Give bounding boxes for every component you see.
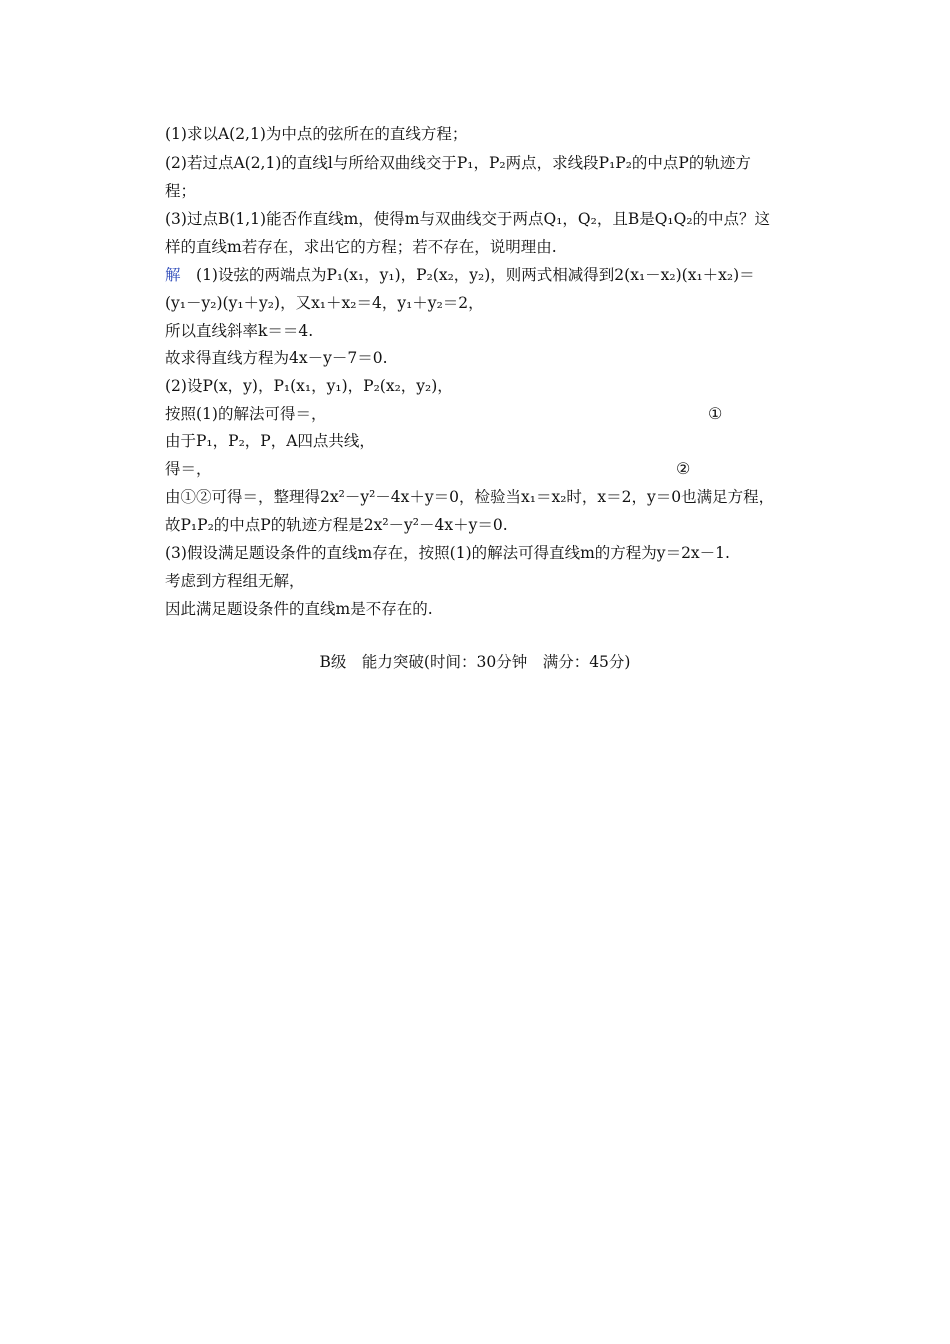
solution-label: 解 — [165, 266, 181, 284]
equation-mark-2: ② — [676, 459, 691, 478]
problem-q2-line1: (2)若过点A(2,1)的直线l与所给双曲线交于P₁，P₂两点，求线段P₁P₂的中点P的轨迹方 — [165, 154, 751, 172]
problem-q3-line2: 样的直线m若存在，求出它的方程；若不存在，说明理由. — [165, 238, 557, 256]
solution-part1-text: (1)设弦的两端点为P₁(x₁，y₁)，P₂(x₂，y₂)，则两式相减得到2(x₁－x₂)(x₁＋x₂)＝ — [180, 266, 755, 284]
problem-q2-line2: 程； — [165, 182, 197, 200]
solution-part3-line1: (3)假设满足题设条件的直线m存在，按照(1)的解法可得直线m的方程为y＝2x－1. — [165, 544, 730, 562]
solution-part2-line5: 由①②可得＝，整理得2x²－y²－4x＋y＝0，检验当x₁＝x₂时，x＝2，y＝0也满足方程， — [165, 488, 775, 506]
problem-q1: (1)求以A(2,1)为中点的弦所在的直线方程； — [165, 125, 468, 143]
solution-part2-line6: 故P₁P₂的中点P的轨迹方程是2x²－y²－4x＋y＝0. — [165, 516, 508, 534]
solution-part3-line2: 考虑到方程组无解， — [165, 572, 305, 590]
solution-part1-line1 — [165, 265, 755, 285]
equation-mark-1: ① — [708, 404, 723, 423]
solution-part2-line3: 由于P₁，P₂，P，A四点共线， — [165, 432, 375, 450]
solution-part1-line2: (y₁－y₂)(y₁＋y₂)，又x₁＋x₂＝4，y₁＋y₂＝2， — [165, 294, 484, 312]
section-footer: B级 能力突破(时间：30分钟 满分：45分) — [319, 653, 631, 671]
solution-part1-line4: 故求得直线方程为4x－y－7＝0. — [165, 349, 388, 367]
solution-part2-line1: (2)设P(x，y)，P₁(x₁，y₁)，P₂(x₂，y₂)， — [165, 377, 453, 395]
problem-q3-line1: (3)过点B(1,1)能否作直线m，使得m与双曲线交于两点Q₁，Q₂，且B是Q₁Q₂的中点？这 — [165, 210, 771, 228]
solution-part2-line2: 按照(1)的解法可得＝， — [165, 405, 327, 423]
solution-part2-line4: 得＝， — [165, 460, 212, 478]
solution-part1-line3: 所以直线斜率k＝＝4. — [165, 322, 314, 340]
solution-part3-line3: 因此满足题设条件的直线m是不存在的. — [165, 600, 433, 618]
